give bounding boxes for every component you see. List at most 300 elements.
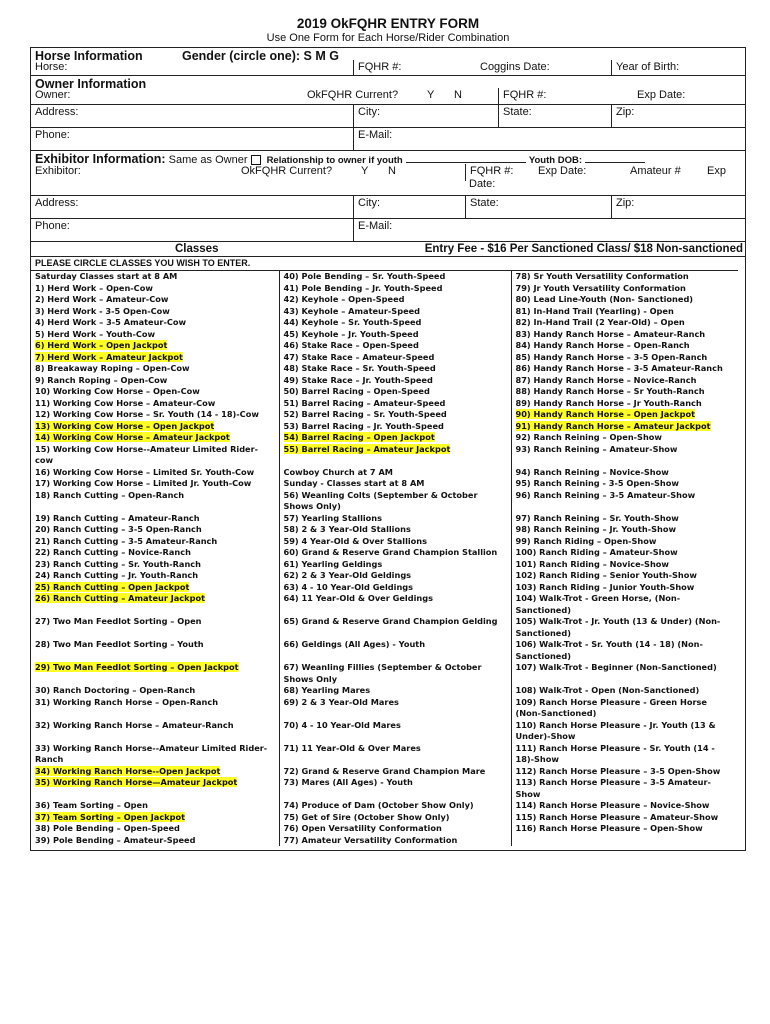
class-option[interactable]: 60) Grand & Reserve Grand Champion Stallion <box>283 547 498 557</box>
class-option[interactable]: 23) Ranch Cutting – Sr. Youth-Ranch <box>35 558 201 569</box>
class-row <box>31 697 739 720</box>
class-option[interactable]: 19) Ranch Cutting – Amateur-Ranch <box>35 512 200 523</box>
class-option[interactable]: 27) Two Man Feedlot Sorting – Open <box>35 616 202 626</box>
class-cell <box>511 467 739 479</box>
class-cell <box>279 766 511 778</box>
class-option[interactable]: 2) Herd Work – Amateur-Cow <box>35 294 169 304</box>
class-row <box>31 421 739 433</box>
class-option[interactable]: 102) Ranch Riding – Senior Youth-Show <box>515 570 697 580</box>
class-cell <box>279 582 511 594</box>
class-option[interactable]: 98) Ranch Reining – Jr. Youth-Show <box>515 524 677 534</box>
class-cell <box>31 283 279 295</box>
class-option[interactable]: 83) Handy Ranch Horse – Amateur-Ranch <box>515 328 706 339</box>
class-cell <box>31 490 279 513</box>
class-option[interactable]: 21) Ranch Cutting – 3-5 Amateur-Ranch <box>35 535 218 546</box>
class-cell <box>511 766 739 778</box>
class-option[interactable]: 73) Mares (All Ages) - Youth <box>283 777 413 787</box>
class-cell <box>31 800 279 812</box>
class-cell <box>511 283 739 295</box>
class-cell <box>279 317 511 329</box>
class-cell <box>511 513 739 525</box>
owner-info-heading: Owner Information <box>35 77 147 91</box>
owner-current-yes[interactable]: Y <box>427 89 435 101</box>
class-option[interactable]: 75) Get of Sire (October Show Only) <box>283 811 450 822</box>
class-cell <box>511 352 739 364</box>
class-option[interactable]: 67) Weanling Fillies (September & October Shows Only <box>283 662 482 684</box>
class-cell <box>31 317 279 329</box>
class-cell <box>31 570 279 582</box>
class-cell <box>279 835 511 847</box>
class-option[interactable]: 56) Weanling Colts (September & October Shows Only) <box>283 489 478 511</box>
exhibitor-city-field[interactable]: City: <box>353 196 466 218</box>
class-option[interactable]: 86) Handy Ranch Horse – 3-5 Amateur-Ranch <box>515 363 723 373</box>
class-row <box>31 271 739 283</box>
jackpot-class-option[interactable]: 35) Working Ranch Horse—Amateur Jackpot <box>35 777 238 787</box>
gender-label[interactable]: Gender (circle one): S M G <box>182 49 339 63</box>
class-option[interactable]: 104) Walk-Trot - Green Horse, (Non-Sanctioned) <box>515 593 681 615</box>
exhibitor-current-label: OkFQHR Current? <box>241 165 333 177</box>
class-option[interactable]: 43) Keyhole – Amateur-Speed <box>283 305 421 316</box>
class-cell <box>511 547 739 559</box>
class-row <box>31 513 739 525</box>
class-option[interactable]: 64) 11 Year-Old & Over Geldings <box>283 593 433 603</box>
owner-zip-field[interactable]: Zip: <box>611 105 747 127</box>
exhibitor-current-no[interactable]: N <box>388 165 396 177</box>
class-option[interactable]: 32) Working Ranch Horse – Amateur-Ranch <box>35 719 234 730</box>
class-option[interactable]: 97) Ranch Reining – Sr. Youth-Show <box>515 512 679 523</box>
class-option[interactable]: 8) Breakaway Roping – Open-Cow <box>35 363 190 373</box>
class-option[interactable]: Cowboy Church at 7 AM <box>283 466 393 477</box>
class-row <box>31 662 739 685</box>
class-option[interactable]: 80) Lead Line-Youth (Non- Sanctioned) <box>515 294 694 304</box>
exhibitor-zip-field[interactable]: Zip: <box>611 196 747 218</box>
exhibitor-phone-row <box>31 219 745 242</box>
class-cell <box>511 777 739 800</box>
class-option[interactable]: 47) Stake Race – Amateur-Speed <box>283 351 435 362</box>
class-cell <box>511 375 739 387</box>
class-option[interactable]: 39) Pole Bending – Amateur-Speed <box>35 834 196 845</box>
class-cell <box>279 743 511 766</box>
class-cell <box>279 329 511 341</box>
jackpot-class-option[interactable]: 6) Herd Work – Open Jackpot <box>35 340 168 350</box>
owner-state-field[interactable]: State: <box>498 105 611 127</box>
class-cell <box>31 743 279 766</box>
class-cell <box>511 593 739 616</box>
class-cell <box>511 386 739 398</box>
class-cell <box>31 467 279 479</box>
class-option[interactable]: 108) Walk-Trot - Open (Non-Sanctioned) <box>515 685 700 695</box>
class-row <box>31 559 739 571</box>
class-cell <box>511 444 739 467</box>
class-option[interactable]: 110) Ranch Horse Pleasure - Jr. Youth (13 & Under)-Show <box>515 719 716 741</box>
exhibitor-email-field[interactable]: E-Mail: <box>353 219 747 241</box>
class-option[interactable]: 92) Ranch Reining – Open-Show <box>515 432 662 442</box>
class-cell <box>279 444 511 467</box>
jackpot-class-option[interactable]: 13) Working Cow Horse – Open Jackpot <box>35 420 215 431</box>
class-option[interactable]: 111) Ranch Horse Pleasure - Sr. Youth (14 - 18)-Show <box>515 742 715 764</box>
class-option[interactable]: Sunday - Classes start at 8 AM <box>283 478 425 488</box>
exhibitor-field[interactable]: Exhibitor: <box>35 165 81 177</box>
class-cell <box>511 432 739 444</box>
class-option[interactable]: 70) 4 - 10 Year-Old Mares <box>283 719 401 730</box>
class-cell <box>511 398 739 410</box>
class-cell <box>279 306 511 318</box>
class-cell <box>511 363 739 375</box>
class-option[interactable]: 1) Herd Work – Open-Cow <box>35 282 153 293</box>
class-option[interactable]: 72) Grand & Reserve Grand Champion Mare <box>283 765 486 776</box>
class-cell <box>279 398 511 410</box>
class-row <box>31 685 739 697</box>
class-cell <box>279 536 511 548</box>
class-cell <box>279 559 511 571</box>
class-option[interactable]: 12) Working Cow Horse – Sr. Youth (14 - 18)-Cow <box>35 409 259 419</box>
class-cell <box>31 398 279 410</box>
class-cell <box>511 800 739 812</box>
owner-fqhr-field[interactable]: FQHR #: <box>498 88 618 104</box>
jackpot-class-option[interactable]: 37) Team Sorting – Open Jackpot <box>35 811 186 822</box>
class-cell <box>279 409 511 421</box>
class-option[interactable]: 109) Ranch Horse Pleasure - Green Horse (Non-Sanctioned) <box>515 696 707 718</box>
class-cell <box>279 800 511 812</box>
class-row <box>31 582 739 594</box>
class-option[interactable]: 48) Stake Race – Sr. Youth-Speed <box>283 363 436 373</box>
class-row <box>31 536 739 548</box>
jackpot-class-option[interactable]: 90) Handy Ranch Horse – Open Jackpot <box>515 409 695 419</box>
class-cell <box>279 720 511 743</box>
owner-phone-field[interactable]: Phone: <box>35 129 70 141</box>
class-option[interactable]: 78) Sr Youth Versatility Conformation <box>515 271 689 281</box>
owner-current-no[interactable]: N <box>454 89 462 101</box>
class-option[interactable]: 63) 4 - 10 Year-Old Geldings <box>283 581 414 592</box>
class-option[interactable]: 106) Walk-Trot - Sr. Youth (14 - 18) (Non-Sanctioned) <box>515 639 703 661</box>
class-option[interactable]: 93) Ranch Reining – Amateur-Show <box>515 443 678 454</box>
class-option[interactable]: 82) In-Hand Trail (2 Year-Old) – Open <box>515 317 685 327</box>
class-option[interactable]: 45) Keyhole – Jr. Youth-Speed <box>283 328 419 339</box>
class-cell <box>31 444 279 467</box>
classes-header <box>31 242 745 257</box>
exhibitor-date-label: Date: <box>469 178 496 190</box>
class-option[interactable]: 15) Working Cow Horse--Amateur Limited Rider-cow <box>35 443 259 465</box>
class-option[interactable]: 42) Keyhole – Open-Speed <box>283 294 405 304</box>
class-cell <box>279 593 511 616</box>
class-cell <box>279 432 511 444</box>
class-row <box>31 329 739 341</box>
classes-table-wrap <box>31 270 738 846</box>
owner-email-field[interactable]: E-Mail: <box>353 128 747 150</box>
exhibitor-section <box>31 151 745 196</box>
class-option[interactable]: 88) Handy Ranch Horse – Sr Youth-Ranch <box>515 386 705 396</box>
class-row <box>31 766 739 778</box>
entry-fee-text: Entry Fee - $16 Per Sanctioned Class/ $18 Non-sanctioned <box>424 243 743 255</box>
class-option[interactable]: 30) Ranch Doctoring – Open-Ranch <box>35 685 196 695</box>
class-option[interactable]: 95) Ranch Reining - 3-5 Open-Show <box>515 478 679 488</box>
class-option[interactable]: 81) In-Hand Trail (Yearling) - Open <box>515 305 674 316</box>
class-cell <box>279 490 511 513</box>
form-subtitle: Use One Form for Each Horse/Rider Combination <box>266 32 510 44</box>
class-option[interactable]: 62) 2 & 3 Year-Old Geldings <box>283 570 412 580</box>
year-of-birth-field[interactable]: Year of Birth: <box>611 60 747 75</box>
class-option[interactable]: 10) Working Cow Horse – Open-Cow <box>35 386 200 396</box>
exhibitor-fqhr-field[interactable]: FQHR #: <box>465 164 535 181</box>
class-row <box>31 743 739 766</box>
class-option[interactable]: 51) Barrel Racing – Amateur-Speed <box>283 397 446 408</box>
class-option[interactable]: 100) Ranch Riding – Amateur-Show <box>515 547 678 557</box>
class-row <box>31 524 739 536</box>
class-option[interactable]: 22) Ranch Cutting – Novice-Ranch <box>35 547 191 557</box>
class-option[interactable]: 79) Jr Youth Versatility Conformation <box>515 282 686 293</box>
class-row <box>31 467 739 479</box>
class-option[interactable]: 113) Ranch Horse Pleasure – 3-5 Amateur-Show <box>515 777 711 799</box>
circle-instruction: PLEASE CIRCLE CLASSES YOU WISH TO ENTER. <box>35 258 251 268</box>
class-option[interactable]: 20) Ranch Cutting – 3-5 Open-Ranch <box>35 524 202 534</box>
coggins-date-field[interactable]: Coggins Date: <box>480 61 550 73</box>
class-option[interactable]: 65) Grand & Reserve Grand Champion Gelding <box>283 616 498 626</box>
class-cell <box>31 294 279 306</box>
exhibitor-state-field[interactable]: State: <box>465 196 611 218</box>
class-cell <box>31 616 279 639</box>
class-option[interactable]: 103) Ranch Riding – Junior Youth-Show <box>515 581 695 592</box>
class-option[interactable]: 96) Ranch Reining – 3-5 Amateur-Show <box>515 489 696 500</box>
class-option[interactable]: 84) Handy Ranch Horse – Open-Ranch <box>515 340 690 350</box>
class-cell <box>31 662 279 685</box>
same-as-owner-label: Same as Owner <box>168 154 248 166</box>
class-cell <box>31 697 279 720</box>
class-option[interactable]: 24) Ranch Cutting – Jr. Youth-Ranch <box>35 570 199 580</box>
class-option[interactable]: Saturday Classes start at 8 AM <box>35 271 178 281</box>
class-option[interactable]: 33) Working Ranch Horse--Amateur Limited Rider-Ranch <box>35 742 268 764</box>
owner-address-field[interactable]: Address: <box>35 106 79 118</box>
class-row <box>31 835 739 847</box>
class-option[interactable]: 36) Team Sorting – Open <box>35 800 148 810</box>
class-row <box>31 444 739 467</box>
class-option[interactable]: 18) Ranch Cutting – Open-Ranch <box>35 489 185 500</box>
class-option[interactable]: 50) Barrel Racing – Open-Speed <box>283 386 430 396</box>
class-row <box>31 720 739 743</box>
class-option[interactable]: 114) Ranch Horse Pleasure – Novice-Show <box>515 800 710 810</box>
class-cell <box>31 329 279 341</box>
class-option[interactable]: 44) Keyhole – Sr. Youth-Speed <box>283 317 422 327</box>
classes-table <box>31 271 739 846</box>
class-cell <box>511 294 739 306</box>
class-option[interactable]: 99) Ranch Riding – Open-Show <box>515 535 657 546</box>
class-cell <box>31 685 279 697</box>
class-cell <box>279 823 511 835</box>
jackpot-class-option[interactable]: 25) Ranch Cutting – Open Jackpot <box>35 581 190 592</box>
class-option[interactable]: 49) Stake Race – Jr. Youth-Speed <box>283 374 433 385</box>
class-cell <box>511 306 739 318</box>
owner-field[interactable]: Owner: <box>35 89 71 101</box>
class-cell <box>31 340 279 352</box>
class-row <box>31 812 739 824</box>
class-cell <box>511 616 739 639</box>
exhibitor-phone-field[interactable]: Phone: <box>35 220 70 232</box>
class-option[interactable]: 31) Working Ranch Horse – Open-Ranch <box>35 696 219 707</box>
class-cell <box>31 547 279 559</box>
class-option[interactable]: 17) Working Cow Horse – Limited Jr. Youth-Cow <box>35 478 252 488</box>
class-cell <box>31 835 279 847</box>
class-cell <box>511 697 739 720</box>
class-cell <box>511 823 739 835</box>
relationship-line[interactable] <box>406 162 526 163</box>
class-cell <box>279 478 511 490</box>
class-option[interactable]: 89) Handy Ranch Horse – Jr Youth-Ranch <box>515 397 702 408</box>
youth-dob-label: Youth DOB: <box>528 155 582 166</box>
class-option[interactable]: 9) Ranch Roping – Open-Cow <box>35 374 168 385</box>
class-cell <box>31 375 279 387</box>
jackpot-class-option[interactable]: 29) Two Man Feedlot Sorting – Open Jackpot <box>35 662 239 672</box>
class-option[interactable]: 112) Ranch Horse Pleasure – 3-5 Open-Show <box>515 765 721 776</box>
class-option[interactable]: 66) Geldings (All Ages) - Youth <box>283 639 426 649</box>
class-option[interactable]: 59) 4 Year-Old & Over Stallions <box>283 535 428 546</box>
class-option[interactable]: 87) Handy Ranch Horse – Novice-Ranch <box>515 374 697 385</box>
class-option[interactable]: 74) Produce of Dam (October Show Only) <box>283 800 474 810</box>
class-option[interactable]: 28) Two Man Feedlot Sorting – Youth <box>35 639 204 649</box>
class-option[interactable]: 71) 11 Year-Old & Over Mares <box>283 742 421 753</box>
classes-heading: Classes <box>175 243 219 255</box>
horse-field[interactable]: Horse: <box>35 61 68 73</box>
amateur-exp-field[interactable]: Exp <box>707 165 726 177</box>
class-option[interactable]: 101) Ranch Riding – Novice-Show <box>515 558 669 569</box>
class-cell <box>511 812 739 824</box>
class-row <box>31 283 739 295</box>
class-row <box>31 800 739 812</box>
horse-info-heading: Horse Information <box>35 49 143 63</box>
class-cell <box>511 536 739 548</box>
class-option[interactable]: 53) Barrel Racing – Jr. Youth-Speed <box>283 420 444 431</box>
class-cell <box>511 317 739 329</box>
class-cell <box>279 421 511 433</box>
class-row <box>31 547 739 559</box>
class-cell <box>31 582 279 594</box>
class-cell <box>279 777 511 800</box>
class-cell <box>279 524 511 536</box>
class-option[interactable]: 11) Working Cow Horse – Amateur-Cow <box>35 397 216 408</box>
class-cell <box>31 271 279 283</box>
class-row <box>31 398 739 410</box>
class-cell <box>511 835 739 847</box>
exhibitor-address-field[interactable]: Address: <box>35 197 79 209</box>
class-cell <box>31 559 279 571</box>
class-option[interactable]: 38) Pole Bending – Open-Speed <box>35 823 180 833</box>
class-option[interactable]: 5) Herd Work – Youth-Cow <box>35 328 156 339</box>
class-cell <box>279 294 511 306</box>
class-cell <box>31 432 279 444</box>
class-option[interactable]: 3) Herd Work - 3-5 Open-Cow <box>35 305 170 316</box>
class-option[interactable]: 107) Walk-Trot - Beginner (Non-Sanctioned) <box>515 662 717 672</box>
entry-form <box>30 14 746 851</box>
class-option[interactable]: 105) Walk-Trot - Jr. Youth (13 & Under) (Non-Sanctioned) <box>515 616 721 638</box>
class-cell <box>511 685 739 697</box>
class-cell <box>279 375 511 387</box>
jackpot-class-option[interactable]: 26) Ranch Cutting – Amateur Jackpot <box>35 593 205 603</box>
class-option[interactable]: 46) Stake Race – Open-Speed <box>283 340 419 350</box>
class-option[interactable]: 61) Yearling Geldings <box>283 558 383 569</box>
owner-exp-date-field[interactable]: Exp Date: <box>637 89 686 101</box>
class-option[interactable]: 58) 2 & 3 Year-Old Stallions <box>283 524 411 534</box>
class-cell <box>279 812 511 824</box>
jackpot-class-option[interactable]: 34) Working Ranch Horse--Open Jackpot <box>35 765 221 776</box>
jackpot-class-option[interactable]: 7) Herd Work – Amateur Jackpot <box>35 351 183 362</box>
class-cell <box>31 720 279 743</box>
class-cell <box>279 467 511 479</box>
class-option[interactable]: 76) Open Versatility Conformation <box>283 823 442 833</box>
class-cell <box>511 570 739 582</box>
class-option[interactable]: 52) Barrel Racing – Sr. Youth-Speed <box>283 409 447 419</box>
amateur-number-field[interactable]: Amateur # <box>630 165 681 177</box>
class-row <box>31 570 739 582</box>
class-cell <box>511 271 739 283</box>
class-cell <box>31 639 279 662</box>
class-row <box>31 352 739 364</box>
class-cell <box>511 421 739 433</box>
class-cell <box>279 271 511 283</box>
class-option[interactable]: 41) Pole Bending – Jr. Youth-Speed <box>283 282 443 293</box>
class-option[interactable]: 115) Ranch Horse Pleasure – Amateur-Show <box>515 811 719 822</box>
class-cell <box>511 478 739 490</box>
class-cell <box>511 524 739 536</box>
form-title: 2019 OkFQHR ENTRY FORM <box>296 16 480 31</box>
class-cell <box>279 616 511 639</box>
class-option[interactable]: 57) Yearling Stallions <box>283 512 383 523</box>
class-option[interactable]: 4) Herd Work – 3-5 Amateur-Cow <box>35 317 187 327</box>
jackpot-class-option[interactable]: 91) Handy Ranch Horse – Amateur Jackpot <box>515 420 711 431</box>
class-cell <box>279 685 511 697</box>
class-cell <box>31 812 279 824</box>
class-row <box>31 432 739 444</box>
class-cell <box>279 363 511 375</box>
class-option[interactable]: 94) Ranch Reining – Novice-Show <box>515 466 669 477</box>
exhibitor-exp-date-field[interactable]: Exp Date: <box>538 165 587 177</box>
class-row <box>31 409 739 421</box>
class-cell <box>31 352 279 364</box>
jackpot-class-option[interactable]: 55) Barrel Racing – Amateur Jackpot <box>283 443 451 454</box>
jackpot-class-option[interactable]: 54) Barrel Racing – Open Jackpot <box>283 432 435 442</box>
class-row <box>31 777 739 800</box>
class-row <box>31 294 739 306</box>
class-cell <box>279 570 511 582</box>
class-cell <box>31 421 279 433</box>
class-cell <box>279 513 511 525</box>
youth-dob-line[interactable] <box>585 162 645 163</box>
class-option[interactable]: 116) Ranch Horse Pleasure – Open-Show <box>515 823 703 833</box>
exhibitor-current-yes[interactable]: Y <box>361 165 369 177</box>
class-option[interactable]: 16) Working Cow Horse – Limited Sr. Youth-Cow <box>35 466 255 477</box>
jackpot-class-option[interactable]: 14) Working Cow Horse – Amateur Jackpot <box>35 432 230 442</box>
class-option[interactable]: 85) Handy Ranch Horse – 3-5 Open-Ranch <box>515 351 708 362</box>
class-row <box>31 386 739 398</box>
class-cell <box>31 478 279 490</box>
class-cell <box>31 386 279 398</box>
class-cell <box>279 547 511 559</box>
class-option[interactable]: 68) Yearling Mares <box>283 685 371 695</box>
horse-fqhr-field[interactable]: FQHR #: <box>353 60 613 75</box>
class-cell <box>31 766 279 778</box>
owner-phone-row <box>31 128 745 151</box>
class-cell <box>511 662 739 685</box>
owner-city-field[interactable]: City: <box>353 105 499 127</box>
class-cell <box>511 743 739 766</box>
relationship-label: Relationship to owner if youth <box>266 155 403 166</box>
class-cell <box>511 409 739 421</box>
horse-section <box>31 48 745 76</box>
class-option[interactable]: 77) Amateur Versatility Conformation <box>283 834 458 845</box>
owner-current-label: OkFQHR Current? <box>307 89 399 101</box>
class-option[interactable]: 40) Pole Bending – Sr. Youth-Speed <box>283 271 446 281</box>
class-option[interactable]: 69) 2 & 3 Year-Old Mares <box>283 696 399 707</box>
class-row <box>31 593 739 616</box>
class-cell <box>279 639 511 662</box>
class-cell <box>511 582 739 594</box>
